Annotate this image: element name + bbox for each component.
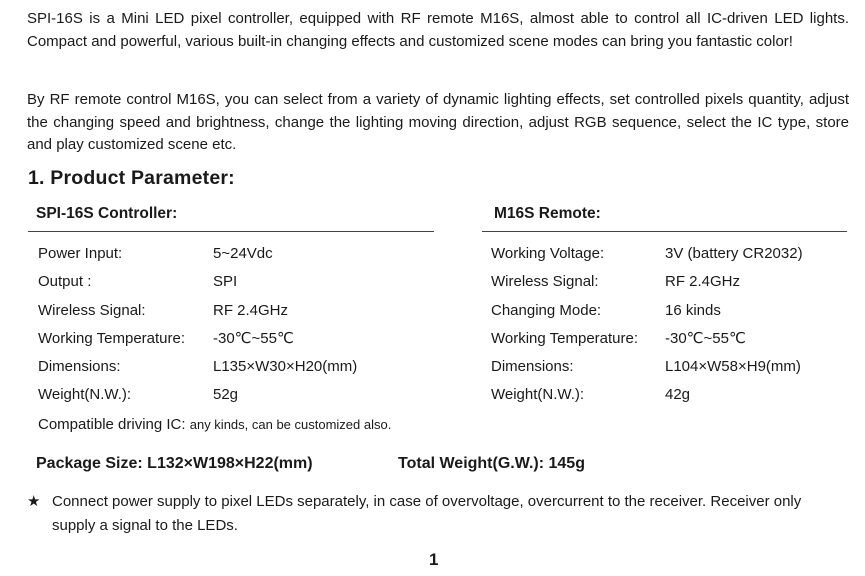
spec-label: Weight(N.W.):	[491, 386, 585, 404]
spec-label: Output :	[38, 273, 92, 291]
spec-value: L135×W30×H20(mm)	[213, 358, 358, 376]
section-title: 1. Product Parameter:	[28, 167, 235, 189]
remote-divider	[482, 231, 847, 232]
star-icon: ★	[27, 493, 41, 510]
spec-label: Dimensions:	[38, 358, 121, 376]
spec-value: -30℃~55℃	[213, 329, 294, 347]
remote-heading: M16S Remote:	[494, 205, 601, 222]
spec-label: Working Voltage:	[491, 245, 605, 262]
spec-label: Working Temperature:	[491, 329, 639, 347]
spec-label: Weight(N.W.):	[38, 386, 132, 404]
intro-paragraph-1: SPI-16S is a Mini LED pixel controller, equipped with RF remote M16S, almost able to control all IC-driven LED lights. Compact and powerful, various built-in changing effects and customized scene modes can bring you fantastic color!	[27, 10, 849, 50]
spec-label: Dimensions:	[491, 358, 574, 376]
spec-value: L104×W58×H9(mm)	[665, 358, 801, 376]
spec-value: 3V (battery CR2032)	[665, 245, 803, 262]
spec-value: 16 kinds	[665, 301, 721, 319]
controller-heading: SPI-16S Controller:	[36, 205, 178, 222]
warning-note	[27, 490, 837, 538]
spec-value: RF 2.4GHz	[665, 273, 741, 291]
intro-paragraph-2: By RF remote control M16S, you can select from a variety of dynamic lighting effects, set controlled pixels quantity, adjust the changing speed and brightness, change the lighting moving direction, adjust RGB sequence, select the IC type, store and play customized scene etc.	[27, 91, 849, 153]
page-number: 1	[429, 550, 439, 569]
compatible-ic-value: any kinds, can be customized also.	[189, 417, 392, 432]
warning-note-text: Connect power supply to pixel LEDs separately, in case of overvoltage, overcurrent to the receiver. Receiver only supply a signal to the LEDs.	[52, 493, 802, 534]
spec-label: Changing Mode:	[491, 301, 602, 319]
spec-value: 5~24Vdc	[213, 245, 273, 262]
package-size: Package Size: L132×W198×H22(mm)	[36, 455, 313, 472]
spec-value: SPI	[213, 273, 238, 291]
spec-value: RF 2.4GHz	[213, 301, 289, 319]
spec-value: 52g	[213, 386, 239, 404]
compatible-ic-label: Compatible driving IC:	[38, 416, 186, 433]
total-weight: Total Weight(G.W.): 145g	[398, 455, 585, 472]
compatible-ic	[38, 416, 391, 433]
spec-label: Power Input:	[38, 245, 123, 262]
spec-value: 42g	[665, 386, 691, 404]
spec-label: Wireless Signal:	[491, 273, 599, 291]
controller-divider	[28, 231, 434, 232]
spec-label: Wireless Signal:	[38, 301, 146, 319]
spec-label: Working Temperature:	[38, 329, 186, 347]
spec-value: -30℃~55℃	[665, 329, 746, 347]
